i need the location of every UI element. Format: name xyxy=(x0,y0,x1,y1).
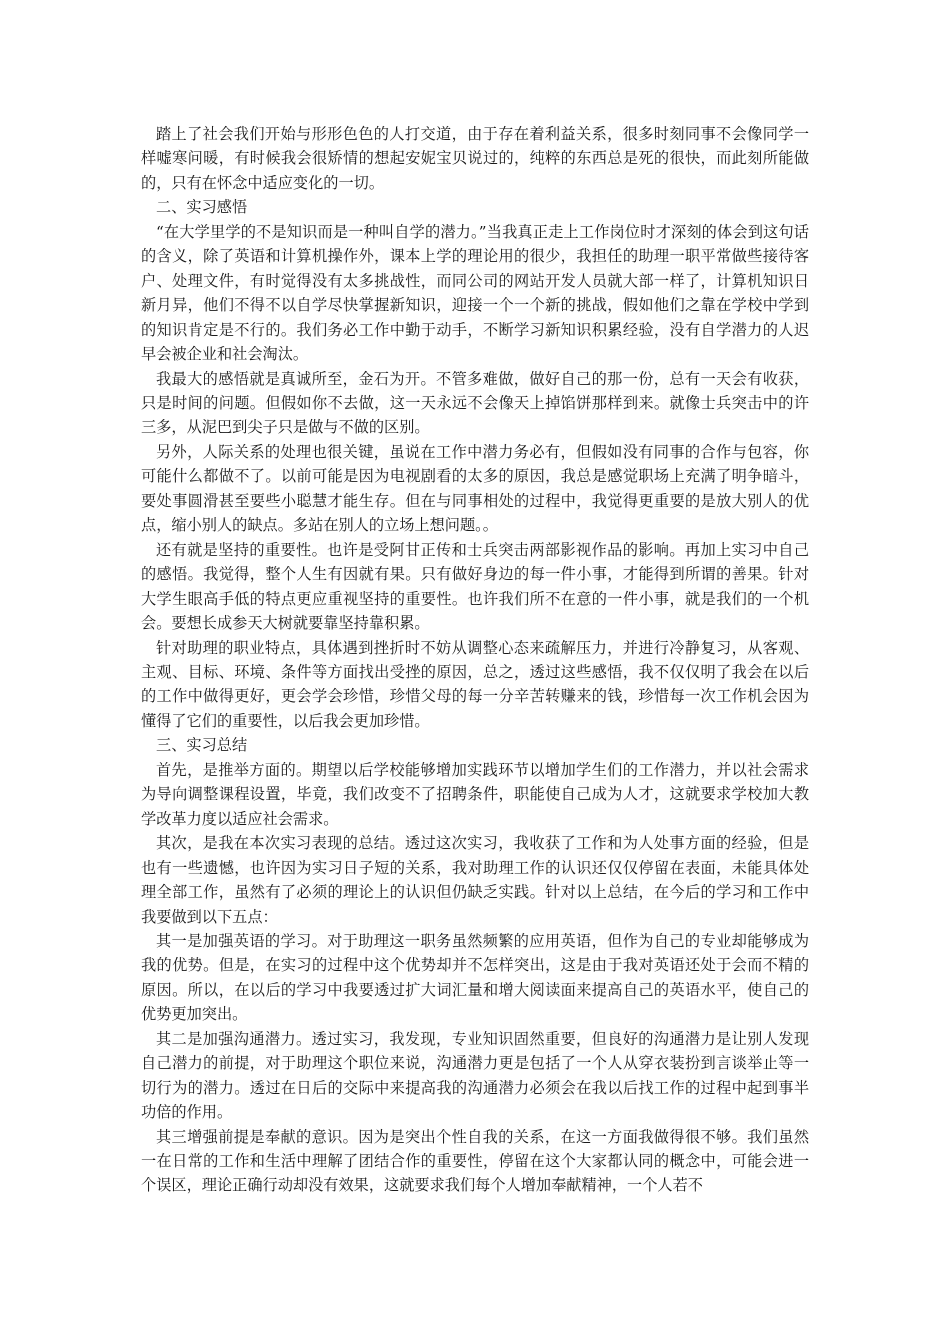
paragraph-assistant-career: 针对助理的职业特点，具体遇到挫折时不妨从调整心态来疏解压力，并进行冷静复习，从客观、主观、目标、环境、条件等方面找出受挫的原因，总之，透过这些感悟，我不仅仅明了我会在以后的工作中做得更好，更会学会珍惜，珍惜父母的每一分辛苦转赚来的钱，珍惜每一次工作机会因为懂得了它们的重要性，以后我会更加珍惜。 xyxy=(141,638,809,730)
paragraph-self-summary: 其次，是我在本次实习表现的总结。透过这次实习，我收获了工作和为人处事方面的经验，但是也有一些遗憾，也许因为实习日子短的关系，我对助理工作的认识还仅仅停留在表面，未能具体处理全部工作，虽然有了必须的理论上的认识但仍缺乏实践。针对以上总结，在今后的学习和工作中我要做到以下五点： xyxy=(141,834,809,926)
section-heading-internship-insights: 二、实习感悟 xyxy=(156,198,248,217)
paragraph-intro-society: 踏上了社会我们开始与形形色色的人打交道，由于存在着利益关系，很多时刻同事不会像同学一样嘘寒问暖，有时候我会很矫情的想起安妮宝贝说过的，纯粹的东西总是死的很快，而此刻所能做的，只有在怀念中适应变化的一切。 xyxy=(141,125,809,192)
paragraph-recommendations: 首先，是推举方面的。期望以后学校能够增加实践环节以增加学生们的工作潜力，并以社会需求为导向调整课程设置，毕竟，我们改变不了招聘条件，职能使自己成为人才，这就要求学校加大教学改革力度以适应社会需求。 xyxy=(141,760,809,828)
section-heading-internship-summary: 三、实习总结 xyxy=(156,736,248,755)
paragraph-self-learning: “在大学里学的不是知识而是一种叫自学的潜力。”当我真正走上工作岗位时才深刻的体会到这句话的含义，除了英语和计算机操作外，课本上学的理论用的很少，我担任的助理一职平常做些接待客户、处理文件，有时觉得没有太多挑战性，而同公司的网站开发人员就大部一样了，计算机知识日新月异，他们不得不以自学尽快掌握新知识，迎接一个一个新的挑战，假如他们之靠在学校中学到的知识肯定是不行的。我们务必工作中勤于动手，不断学习新知识积累经验，没有自学潜力的人迟早会被企业和社会淘汰。 xyxy=(141,222,809,364)
paragraph-persistence: 还有就是坚持的重要性。也许是受阿甘正传和士兵突击两部影视作品的影响。再加上实习中自己的感悟。我觉得，整个人生有因就有果。只有做好身边的每一件小事，才能得到所谓的善果。针对大学生眼高手低的特点更应重视坚持的重要性。也许我们所不在意的一件小事，就是我们的一个机会。要想长成参天大树就要靠坚持靠积累。 xyxy=(141,540,809,633)
paragraph-sincerity: 我最大的感悟就是真诚所至，金石为开。不管多难做，做好自己的那一份，总有一天会有收获，只是时间的问题。但假如你不去做，这一天永远不会像天上掉馅饼那样到来。就像士兵突击中的许三多，从泥巴到尖子只是做与不做的区别。 xyxy=(141,369,809,437)
paragraph-point-english: 其一是加强英语的学习。对于助理这一职务虽然频繁的应用英语，但作为自己的专业却能够成为我的优势。但是，在实习的过程中这个优势却并不怎样突出，这是由于我对英语还处于会而不精的原因。所以，在以后的学习中我要透过扩大词汇量和增大阅读面来提高自己的英语水平，使自己的优势更加突出。 xyxy=(141,931,809,1024)
paragraph-relationships: 另外，人际关系的处理也很关键，虽说在工作中潜力务必有，但假如没有同事的合作与包容，你可能什么都做不了。以前可能是因为电视剧看的太多的原因，我总是感觉职场上充满了明争暗斗，要处事圆滑甚至要些小聪慧才能生存。但在与同事相处的过程中，我觉得更重要的是放大别人的优点，缩小别人的缺点。多站在别人的立场上想问题。。 xyxy=(141,442,809,535)
paragraph-point-dedication: 其三增强前提是奉献的意识。因为是突出个性自我的关系，在这一方面我做得很不够。我们虽然一在日常的工作和生活中理解了团结合作的重要性，停留在这个大家都认同的概念中，可能会进一个误区，理论正确行动却没有效果，这就要求我们每个人增加奉献精神，一个人若不 xyxy=(141,1127,809,1195)
paragraph-point-communication: 其二是加强沟通潜力。透过实习，我发现，专业知识固然重要，但良好的沟通潜力是让别人发现自己潜力的前提，对于助理这个职位来说，沟通潜力更是包括了一个人从穿衣装扮到言谈举止等一切行为的潜力。透过在日后的交际中来提高我的沟通潜力必须会在我以后找工作的过程中起到事半功倍的作用。 xyxy=(141,1029,809,1122)
document-page xyxy=(141,122,809,1198)
